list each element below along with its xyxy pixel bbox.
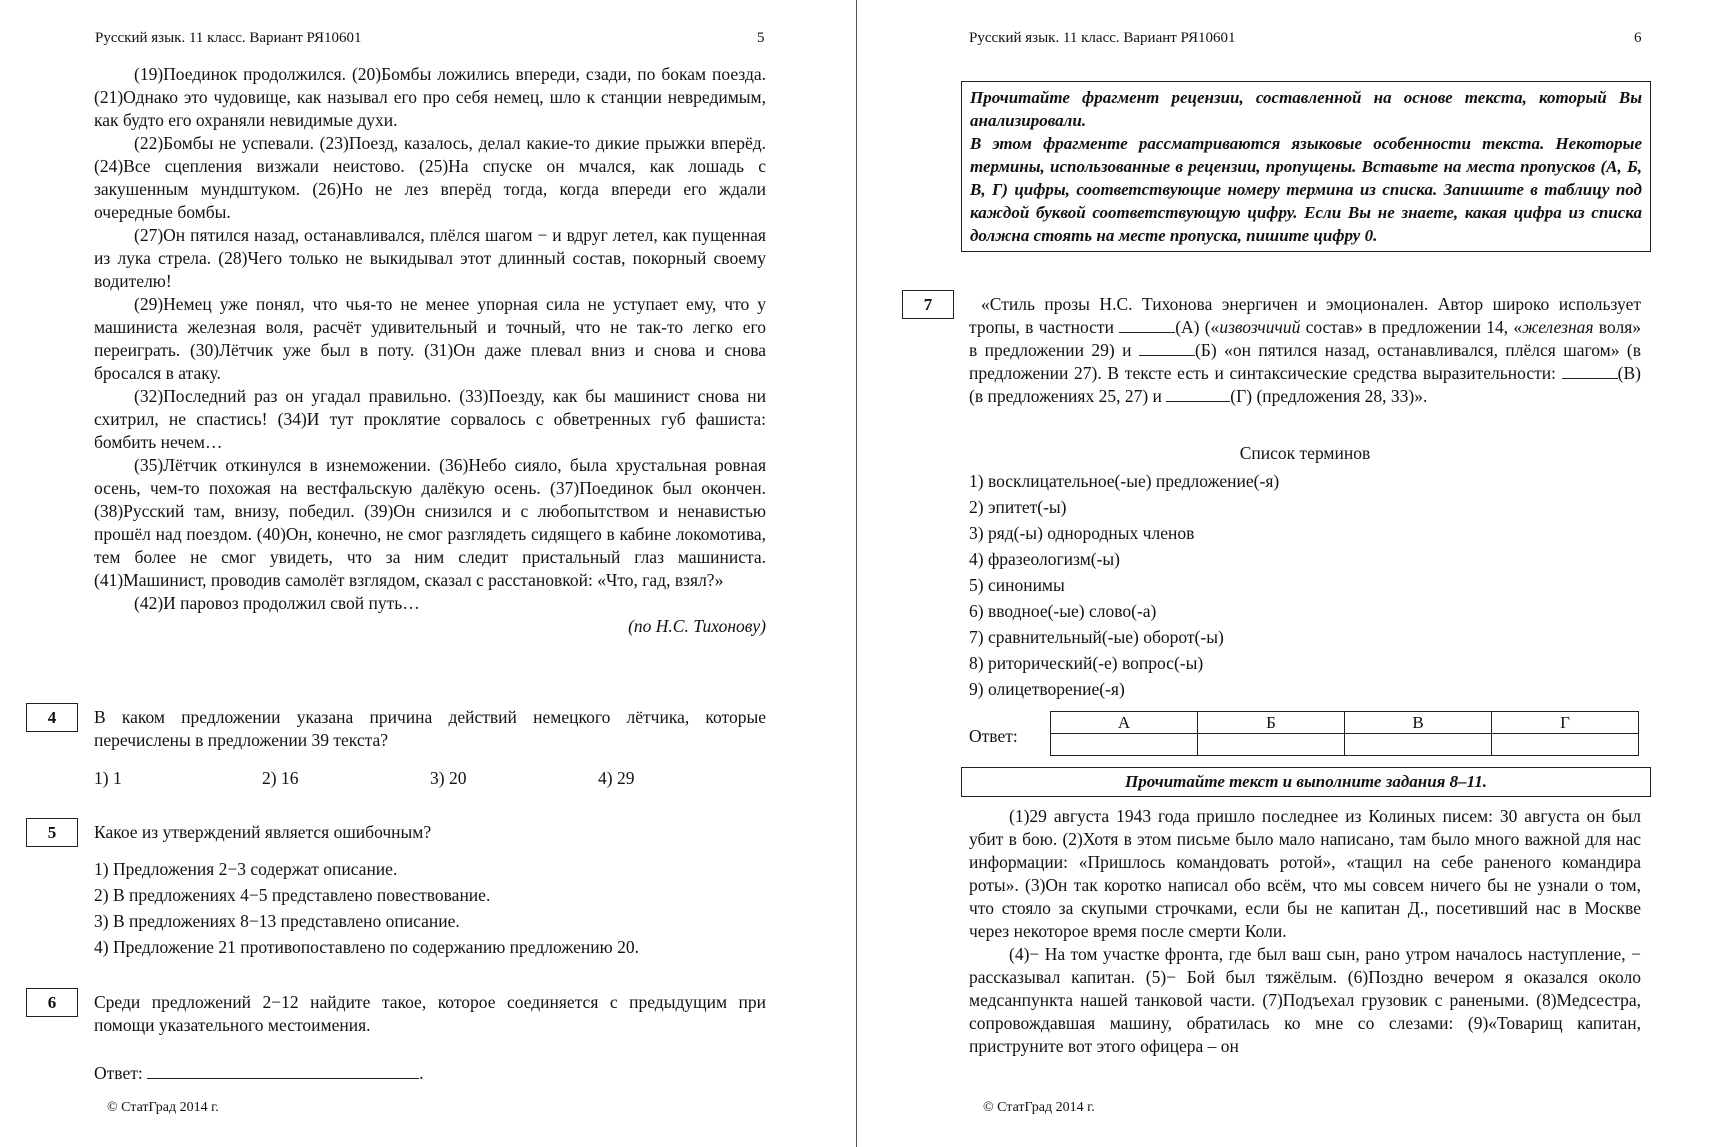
story-text — [94, 63, 766, 638]
term-item: 9) олицетворение(-я) — [969, 679, 1125, 699]
answer-cell-a[interactable] — [1051, 734, 1198, 756]
term-item: 6) вводное(-ые) слово(-а) — [969, 601, 1157, 621]
answer-label: Ответ: — [969, 726, 1018, 746]
page-divider — [856, 0, 857, 1147]
paragraph: (19)Поединок продолжился. (20)Бомбы ложились впереди, сзади, по бокам поезда. (21)Однако это чудовище, как называл его про себя немец, шло к станции невредимым, как будто его охраняли невидимые духи. — [94, 64, 766, 130]
left-page — [0, 0, 856, 1147]
question-number-7: 7 — [902, 290, 954, 319]
copyright-footer: © СтатГрад 2014 г. — [983, 1100, 1095, 1115]
instruction-line: В этом фрагменте рассматриваются языковые особенности текста. Некоторые термины, использованные в рецензии, пропущены. Вставьте на места пропусков (А, Б, В, Г) цифры, соответствующие номеру термина из списка. Запишите в таблицу под каждой буквой соответствующую цифру. Если Вы не знаете, какая цифра из списка должна стоять на месте пропуска, пишите цифру 0. — [970, 134, 1642, 245]
option: 4) 29 — [598, 768, 635, 788]
page-number: 6 — [1634, 30, 1642, 46]
option: 3) 20 — [430, 768, 467, 788]
answer-field[interactable] — [147, 1062, 419, 1079]
paragraph: (32)Последний раз он угадал правильно. (33)Поезду, как бы машинист снова ни схитрил, не спастись! (34)И тут проклятие сорвалось с обветренных губ фашиста: бомбить нечем… — [94, 386, 766, 452]
answer-line: Ответ: . — [94, 1063, 424, 1083]
option: 1) 1 — [94, 768, 122, 788]
term-item: 7) сравнительный(-ые) оборот(-ы) — [969, 627, 1224, 647]
option: 2) 16 — [262, 768, 299, 788]
question-5-text: Какое из утверждений является ошибочным? — [94, 822, 432, 842]
paragraph: (27)Он пятился назад, останавливался, плёлся шагом − и вдруг летел, как пущенная из лука стрела. (28)Чего только не выкидывал этот длинный состав, покорный своему водителю! — [94, 225, 766, 291]
question-4-text: В каком предложении указана причина действий немецкого лётчика, которые перечислены в предложении 39 текста? — [94, 707, 766, 750]
right-page — [858, 0, 1714, 1147]
answer-column-header: А — [1051, 712, 1198, 734]
option: 2) В предложениях 4−5 представлено повествование. — [94, 885, 491, 905]
paragraph: (1)29 августа 1943 года пришло последнее из Колиных писем: 30 августа он был убит в бою. (2)Хотя в этом письме было мало написано, там было много важной для нас информации: «Пришлось командовать ротой», «тащил на себе раненого командира роты». (3)Он так коротко написал обо всём, что мы совсем ничего бы не узнали о том, что стояло за скупыми строчками, если бы не капитан Д., посетивший нас в Москве через некоторое время после смерти Коли. — [969, 806, 1641, 941]
page-number: 5 — [757, 30, 765, 46]
answer-column-header: Г — [1492, 712, 1639, 734]
term-item: 3) ряд(-ы) однородных членов — [969, 523, 1195, 543]
question-7-text: «Стиль прозы Н.С. Тихонова энергичен и эмоционален. Автор широко использует тропы, в частности (А) («извозчичий состав» в предложении 14, «железная воля» в предложении 29) и (Б) «он пятился назад, останавливался, плёлся шагом» (в предложении 27). В тексте есть и синтаксические средства выразительности: (В) (в предложениях 25, 27) и (Г) (предложения 28, 33)». — [969, 294, 1641, 406]
instruction-box — [961, 81, 1651, 252]
term-item: 8) риторический(-е) вопрос(-ы) — [969, 653, 1204, 673]
question-number-4: 4 — [26, 703, 78, 732]
question-number-6: 6 — [26, 988, 78, 1017]
answer-column-header: Б — [1198, 712, 1345, 734]
terms-list — [969, 468, 1641, 702]
option: 4) Предложение 21 противопоставлено по содержанию предложению 20. — [94, 937, 639, 957]
paragraph: (35)Лётчик откинулся в изнеможении. (36)Небо сияло, была хрустальная ровная осень, чем-то похожая на вестфальскую далёкую осень. (37)Поединок был окончен. (38)Русский там, внизу, победил. (39)Он снизился и с любопытством и ненавистью прошёл над поездом. (40)Он, конечно, не смог разглядеть сидящего в кабине локомотива, тем более не смог увидеть, что за ним следит пристальный глаз машиниста. (41)Машинист, проводив самолёт взглядом, сказал с расстановкой: «Что, гад, взял?» — [94, 455, 766, 590]
blank-g — [1166, 385, 1230, 402]
answer-column-header: В — [1345, 712, 1492, 734]
answer-cell-b[interactable] — [1198, 734, 1345, 756]
term-item: 1) восклицательное(-ые) предложение(-я) — [969, 471, 1280, 491]
page-header: Русский язык. 11 класс. Вариант РЯ10601 — [95, 30, 362, 46]
option: 1) Предложения 2−3 содержат описание. — [94, 859, 398, 879]
page-header: Русский язык. 11 класс. Вариант РЯ10601 — [969, 30, 1236, 46]
answer-cell-v[interactable] — [1345, 734, 1492, 756]
paragraph: (4)− На том участке фронта, где был ваш сын, рано утром началось наступление, − рассказывал капитан. (5)− Бой был тяжёлым. (6)Поздно вечером я оказался около медсанпункта нашей танковой части. (7)Подъехал грузовик с ранеными. (8)Медсестра, сопровождавшая машину, обратилась ко мне со слезами: (9)«Товарищ капитан, приструните вот этого офицера – он — [969, 944, 1641, 1056]
instruction-line: Прочитайте фрагмент рецензии, составленной на основе текста, который Вы анализировали. — [970, 88, 1642, 130]
paragraph: (22)Бомбы не успевали. (23)Поезд, казалось, делал какие-то дикие прыжки вперёд. (24)Все сцепления визжали неистово. (25)На спуске он мчался, как лошадь с закушенным мундштуком. (26)Но не лез вперёд тогда, когда впереди его ждали очередные бомбы. — [94, 133, 766, 222]
terms-title: Список терминов — [1239, 443, 1371, 463]
term-item: 4) фразеологизм(-ы) — [969, 549, 1121, 569]
copyright-footer: © СтатГрад 2014 г. — [107, 1100, 219, 1115]
question-5-options — [94, 856, 766, 960]
question-4-options — [94, 765, 766, 791]
term-item: 2) эпитет(-ы) — [969, 497, 1067, 517]
question-number-5: 5 — [26, 818, 78, 847]
answer-cell-g[interactable] — [1492, 734, 1639, 756]
term-item: 5) синонимы — [969, 575, 1065, 595]
blank-b — [1139, 339, 1195, 356]
option: 3) В предложениях 8−13 представлено описание. — [94, 911, 460, 931]
paragraph: (42)И паровоз продолжил свой путь… — [134, 593, 420, 613]
paragraph: (29)Немец уже понял, что чья-то не менее упорная сила не уступает ему, что у машиниста железная воля, расчёт удивительный и точный, что не так-то легко его переиграть. (30)Лётчик уже был в поту. (31)Он даже плевал вниз и снова и снова бросался в атаку. — [94, 294, 766, 383]
question-6-text: Среди предложений 2−12 найдите такое, которое соединяется с предыдущим при помощи указательного местоимения. — [94, 992, 766, 1035]
task-banner: Прочитайте текст и выполните задания 8–11. — [961, 767, 1651, 797]
blank-a — [1119, 316, 1175, 333]
blank-v — [1562, 362, 1618, 379]
answer-table — [1050, 711, 1639, 756]
second-text — [969, 805, 1641, 1058]
author-credit: (по Н.С. Тихонову) — [628, 616, 766, 636]
answer-label: Ответ: — [94, 1063, 143, 1083]
